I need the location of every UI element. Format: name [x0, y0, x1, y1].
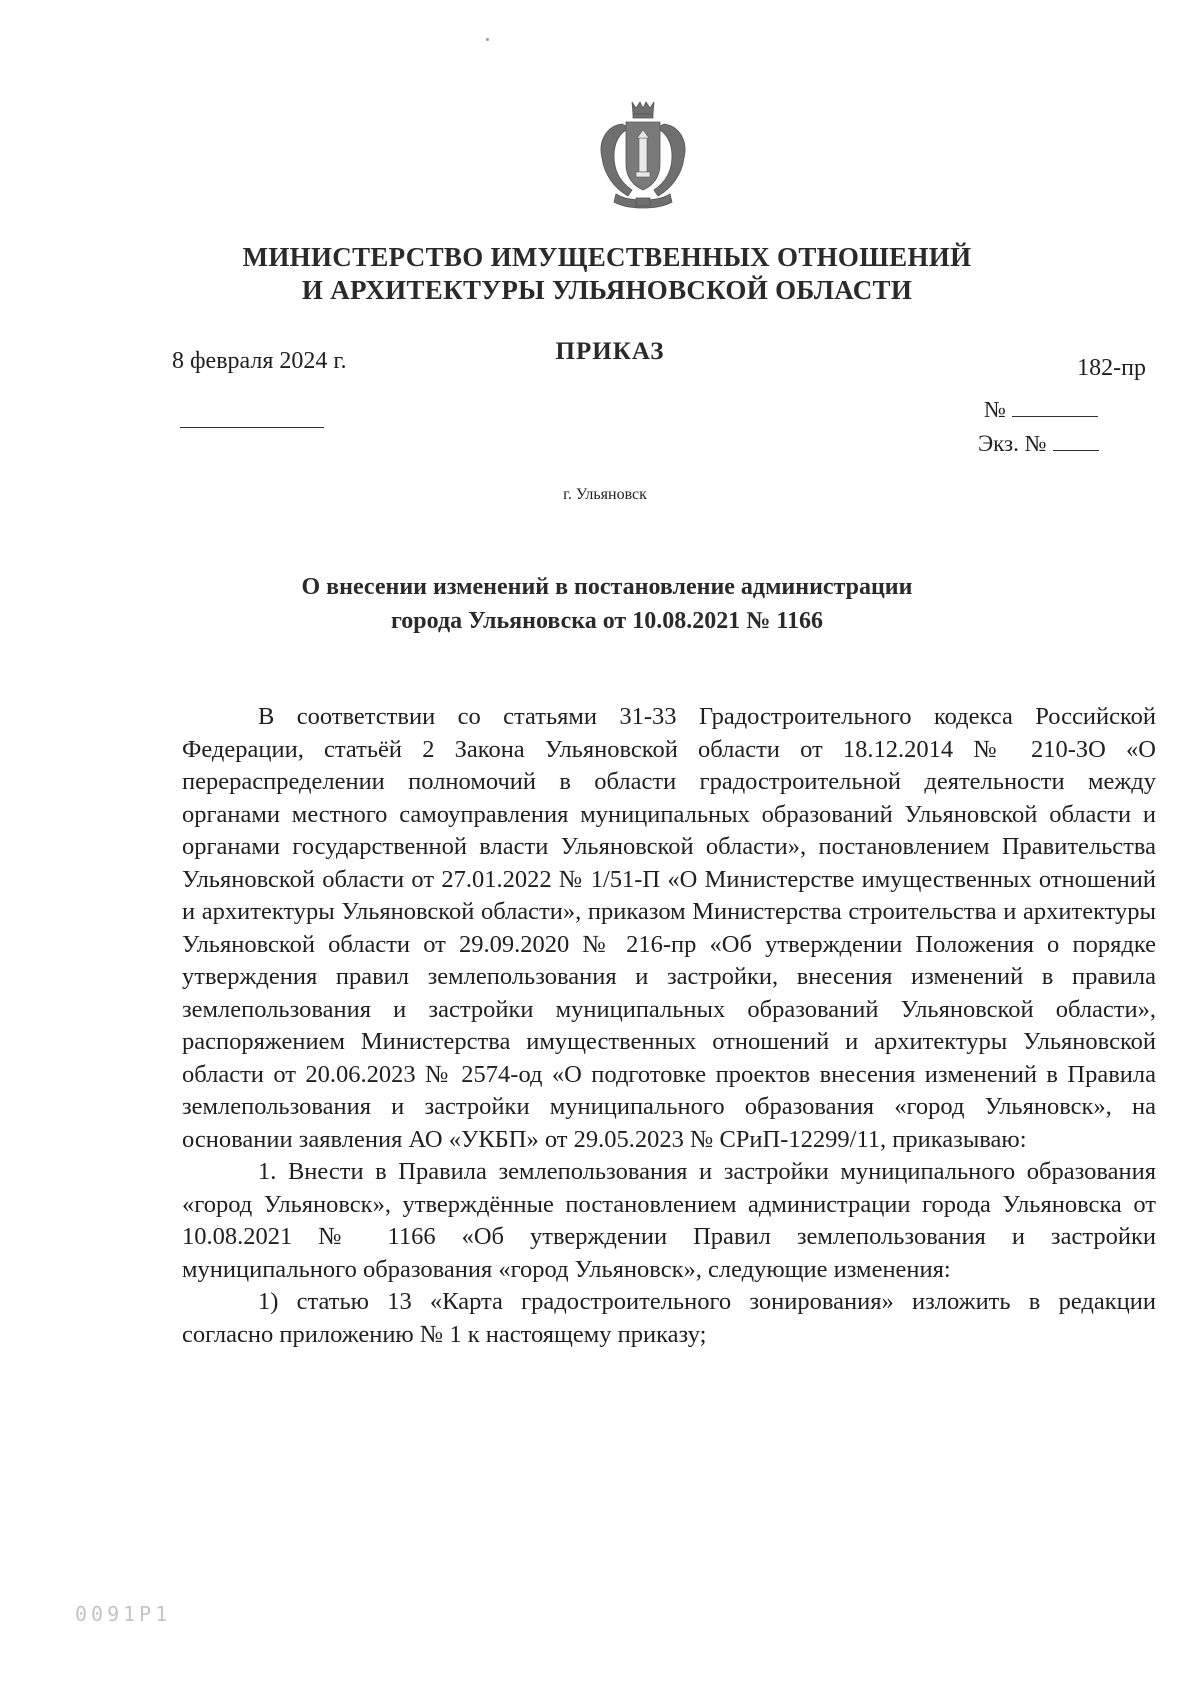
item-1-1-paragraph: 1) статью 13 «Карта градостроительного зонирования» изложить в редакции согласно приложению № 1 к настоящему приказу; [182, 1288, 1156, 1348]
city [0, 486, 1200, 504]
date-underline [180, 427, 324, 428]
item-1-paragraph: 1. Внести в Правила землепользования и застройки муниципального образования «город Ульяновск», утверждённые постановлением администрации города Ульяновска от 10.08.2021 № 1166 «Об утверждении Правил землепользования и застройки муниципального образования «город Ульяновск», следующие изменения: [182, 1158, 1156, 1283]
ministry-line-1: МИНИСТЕРСТВО ИМУЩЕСТВЕННЫХ ОТНОШЕНИЙ [242, 242, 972, 272]
document-body [182, 701, 1156, 1351]
number-field [984, 397, 1098, 423]
document-type-label: ПРИКАЗ [555, 338, 665, 365]
copy-blank [1053, 432, 1099, 451]
footer-code-stamp: 0091Р1 [75, 1602, 172, 1626]
document-number: 182-пр [1077, 355, 1146, 381]
copy-label: Экз. № [978, 431, 1047, 456]
ministry-line-2: И АРХИТЕКТУРЫ УЛЬЯНОВСКОЙ ОБЛАСТИ [301, 275, 913, 305]
preamble-paragraph: В соответствии со статьями 31-33 Градостроительного кодекса Российской Федерации, статьёй 2 Закона Ульяновской области от 18.12.2014 № 210-ЗО «О перераспределении полномочий в области градостроительной деятельности между органами местного самоуправления муниципальных образований Ульяновской области и органами государственной власти Ульяновской области», постановлением Правительства Ульяновской области от 27.01.2022 № 1/51-П «О Министерстве имущественных отношений и архитектуры Ульяновской области», приказом Министерства строительства и архитектуры Ульяновской области от 29.09.2020 № 216-пр «Об утверждении Положения о порядке утверждения правил землепользования и застройки, внесения изменений в правила землепользования и застройки муниципальных образований Ульяновской области», распоряжением Министерства имущественных отношений и архитектуры Ульяновской области от 20.06.2023 № 2574-од «О подготовке проектов внесения изменений в Правила землепользования и застройки муниципального образования «город Ульяновск», на основании заявления АО «УКБП» от 29.05.2023 № СРиП-12299/11, приказываю: [182, 703, 1156, 1153]
document-date: 8 февраля 2024 г. [172, 348, 347, 374]
title-line-1: О внесении изменений в постановление администрации [301, 574, 913, 600]
city-label: г. Ульяновск [563, 486, 647, 503]
number-label: № [984, 397, 1006, 422]
document-title [0, 570, 1200, 638]
coat-of-arms-icon [592, 98, 694, 210]
title-line-2: города Ульяновска от 10.08.2021 № 1166 [390, 608, 823, 634]
copy-field [978, 431, 1099, 457]
ministry-name [0, 241, 1200, 307]
scan-speck [486, 38, 489, 41]
number-blank [1012, 398, 1098, 417]
